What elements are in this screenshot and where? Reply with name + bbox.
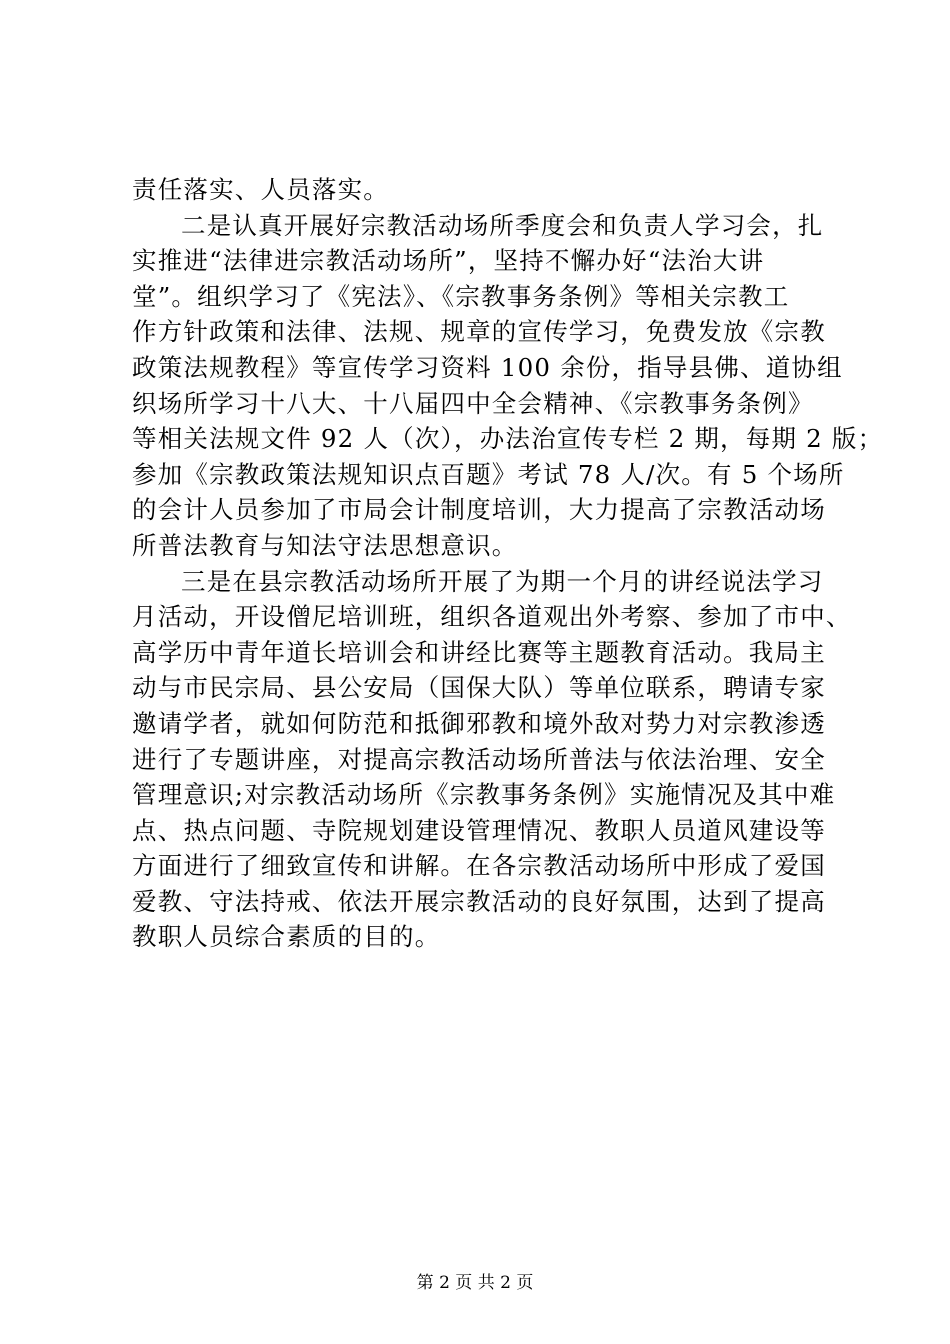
text-line: 政策法规教程》等宣传学习资料 100 余份，指导县佛、道协组 — [132, 352, 843, 382]
text-line: 邀请学者，就如何防范和抵御邪教和境外敌对势力对宗教渗透 — [132, 708, 826, 738]
text-line: 实推进“法律进宗教活动场所”，坚持不懈办好“法治大讲 — [132, 246, 765, 276]
text-line: 点、热点问题、寺院规划建设管理情况、教职人员道风建设等 — [132, 815, 826, 845]
text-line: 进行了专题讲座，对提高宗教活动场所普法与依法治理、安全 — [132, 744, 826, 774]
text-line: 参加《宗教政策法规知识点百题》考试 78 人/次。有 5 个场所 — [132, 459, 845, 489]
text-line: 的会计人员参加了市局会计制度培训，大力提高了宗教活动场 — [132, 495, 826, 525]
text-line: 作方针政策和法律、法规、规章的宣传学习，免费发放《宗教 — [132, 317, 826, 347]
page-number-footer: 第 2 页 共 2 页 — [416, 1273, 534, 1293]
text-line: 爱教、守法持戒、依法开展宗教活动的良好氛围，达到了提高 — [132, 886, 826, 916]
text-line: 高学历中青年道长培训会和讲经比赛等主题教育活动。我局主 — [132, 637, 826, 667]
text-line: 方面进行了细致宣传和讲解。在各宗教活动场所中形成了爱国 — [132, 851, 826, 881]
text-line: 等相关法规文件 92 人（次），办法治宣传专栏 2 期，每期 2 版； — [132, 424, 884, 454]
text-line: 责任落实、人员落实。 — [132, 175, 389, 204]
text-line: 所普法教育与知法守法思想意识。 — [132, 530, 518, 560]
text-line: 教职人员综合素质的目的。 — [132, 922, 441, 952]
paragraph-start-line: 二是认真开展好宗教活动场所季度会和负责人学习会，扎 — [181, 210, 824, 240]
text-line: 动与市民宗局、县公安局（国保大队）等单位联系，聘请专家 — [132, 673, 826, 703]
text-line: 管理意识;对宗教活动场所《宗教事务条例》实施情况及其中难 — [132, 780, 836, 810]
text-line: 堂”。组织学习了《宪法》、《宗教事务条例》等相关宗教工 — [132, 281, 790, 311]
text-line: 月活动，开设僧尼培训班，组织各道观出外考察、参加了市中、 — [132, 602, 852, 632]
text-line: 织场所学习十八大、十八届四中全会精神、《宗教事务条例》 — [132, 388, 814, 418]
paragraph-start-line: 三是在县宗教活动场所开展了为期一个月的讲经说法学习 — [181, 566, 824, 596]
document-body — [132, 172, 884, 955]
